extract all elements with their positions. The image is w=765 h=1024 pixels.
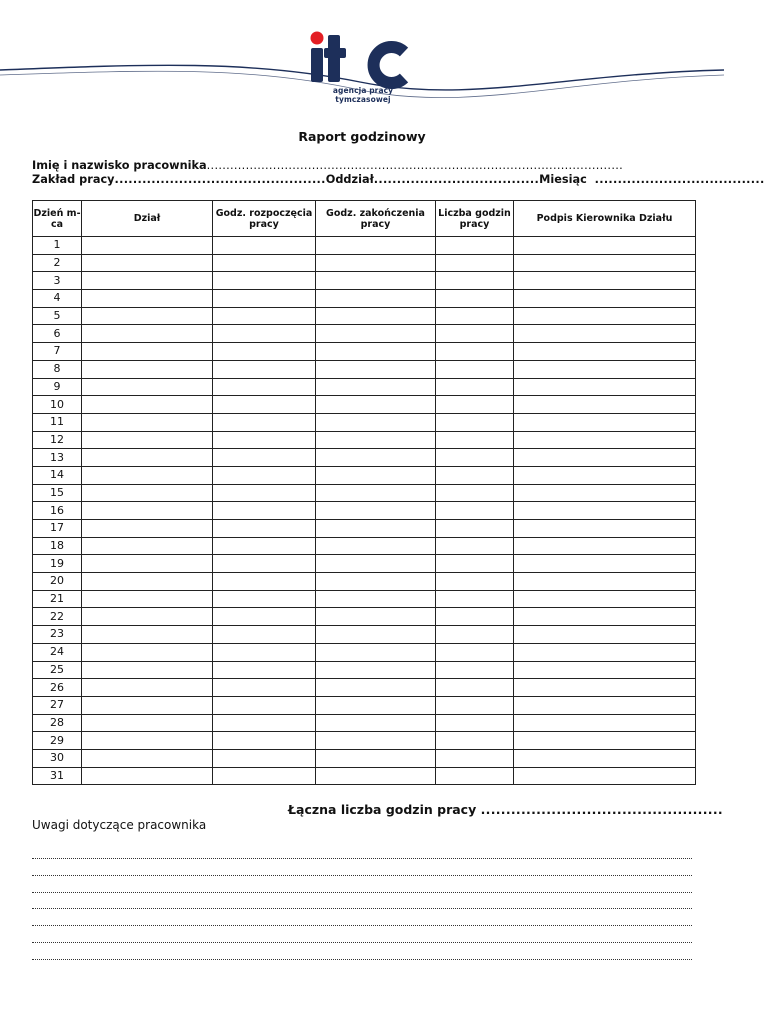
remark-line[interactable] <box>32 942 692 943</box>
department-cell[interactable] <box>82 484 213 502</box>
start-time-cell[interactable] <box>213 696 316 714</box>
start-time-cell[interactable] <box>213 254 316 272</box>
start-time-cell[interactable] <box>213 343 316 361</box>
table-row <box>33 714 696 732</box>
table-row <box>33 466 696 484</box>
workplace-label: Zakład pracy <box>32 173 115 186</box>
start-time-cell[interactable] <box>213 272 316 290</box>
month-field[interactable]: ..................................... <box>594 173 765 186</box>
table-row <box>33 378 696 396</box>
department-cell[interactable] <box>82 679 213 697</box>
employee-field-line <box>32 159 623 172</box>
header-signature: Podpis Kierownika Działu <box>514 201 696 237</box>
end-time-cell[interactable] <box>316 413 436 431</box>
header-hours: Liczba godzin pracy <box>436 201 514 237</box>
start-time-cell[interactable] <box>213 502 316 520</box>
table-header-row <box>33 201 696 237</box>
signature-cell[interactable] <box>514 590 696 608</box>
end-time-cell[interactable] <box>316 431 436 449</box>
end-time-cell[interactable] <box>316 237 436 255</box>
department-cell[interactable] <box>82 325 213 343</box>
department-cell[interactable] <box>82 767 213 785</box>
signature-cell[interactable] <box>514 290 696 308</box>
table-row <box>33 573 696 591</box>
page-title: Raport godzinowy <box>298 129 426 144</box>
day-cell: 7 <box>33 343 82 361</box>
day-cell: 11 <box>33 413 82 431</box>
hours-cell[interactable] <box>436 661 514 679</box>
hours-cell[interactable] <box>436 679 514 697</box>
table-row <box>33 537 696 555</box>
department-cell[interactable] <box>82 360 213 378</box>
signature-cell[interactable] <box>514 396 696 414</box>
start-time-cell[interactable] <box>213 520 316 538</box>
remark-line[interactable] <box>32 892 692 893</box>
table-row <box>33 520 696 538</box>
start-time-cell[interactable] <box>213 307 316 325</box>
signature-cell[interactable] <box>514 343 696 361</box>
department-label: Oddział <box>325 173 374 186</box>
start-time-cell[interactable] <box>213 590 316 608</box>
day-cell: 3 <box>33 272 82 290</box>
end-time-cell[interactable] <box>316 679 436 697</box>
end-time-cell[interactable] <box>316 537 436 555</box>
start-time-cell[interactable] <box>213 714 316 732</box>
day-cell: 23 <box>33 626 82 644</box>
department-cell[interactable] <box>82 714 213 732</box>
department-cell[interactable] <box>82 254 213 272</box>
end-time-cell[interactable] <box>316 254 436 272</box>
signature-cell[interactable] <box>514 520 696 538</box>
signature-cell[interactable] <box>514 237 696 255</box>
department-cell[interactable] <box>82 590 213 608</box>
remarks-label: Uwagi dotyczące pracownika <box>32 818 207 832</box>
employee-label: Imię i nazwisko pracownika <box>32 159 207 172</box>
day-cell: 27 <box>33 696 82 714</box>
end-time-cell[interactable] <box>316 272 436 290</box>
hours-cell[interactable] <box>436 749 514 767</box>
table-row <box>33 679 696 697</box>
signature-cell[interactable] <box>514 254 696 272</box>
table-row <box>33 661 696 679</box>
table-row <box>33 325 696 343</box>
signature-cell[interactable] <box>514 413 696 431</box>
end-time-cell[interactable] <box>316 661 436 679</box>
end-time-cell[interactable] <box>316 749 436 767</box>
total-hours-field[interactable]: ................................................ <box>480 802 723 817</box>
department-cell[interactable] <box>82 732 213 750</box>
signature-cell[interactable] <box>514 449 696 467</box>
day-cell: 10 <box>33 396 82 414</box>
start-time-cell[interactable] <box>213 537 316 555</box>
table-row <box>33 360 696 378</box>
department-cell[interactable] <box>82 449 213 467</box>
hours-cell[interactable] <box>436 466 514 484</box>
signature-cell[interactable] <box>514 431 696 449</box>
department-cell[interactable] <box>82 661 213 679</box>
table-row <box>33 643 696 661</box>
end-time-cell[interactable] <box>316 307 436 325</box>
end-time-cell[interactable] <box>316 590 436 608</box>
header-end-time: Godz. zakończenia pracy <box>316 201 436 237</box>
hours-cell[interactable] <box>436 396 514 414</box>
department-cell[interactable] <box>82 290 213 308</box>
signature-cell[interactable] <box>514 484 696 502</box>
table-row <box>33 343 696 361</box>
day-cell: 26 <box>33 679 82 697</box>
start-time-cell[interactable] <box>213 484 316 502</box>
end-time-cell[interactable] <box>316 573 436 591</box>
start-time-cell[interactable] <box>213 749 316 767</box>
end-time-cell[interactable] <box>316 484 436 502</box>
hours-cell[interactable] <box>436 643 514 661</box>
end-time-cell[interactable] <box>316 325 436 343</box>
hours-cell[interactable] <box>436 573 514 591</box>
signature-cell[interactable] <box>514 307 696 325</box>
department-field[interactable]: .................................... <box>373 173 540 186</box>
hours-cell[interactable] <box>436 484 514 502</box>
signature-cell[interactable] <box>514 325 696 343</box>
start-time-cell[interactable] <box>213 431 316 449</box>
end-time-cell[interactable] <box>316 626 436 644</box>
department-cell[interactable] <box>82 378 213 396</box>
workplace-field-line <box>32 173 765 186</box>
department-cell[interactable] <box>82 749 213 767</box>
day-cell: 30 <box>33 749 82 767</box>
start-time-cell[interactable] <box>213 626 316 644</box>
end-time-cell[interactable] <box>316 360 436 378</box>
start-time-cell[interactable] <box>213 732 316 750</box>
day-cell: 21 <box>33 590 82 608</box>
table-row <box>33 626 696 644</box>
department-cell[interactable] <box>82 237 213 255</box>
day-cell: 8 <box>33 360 82 378</box>
header-department: Dział <box>82 201 213 237</box>
end-time-cell[interactable] <box>316 520 436 538</box>
signature-cell[interactable] <box>514 732 696 750</box>
end-time-cell[interactable] <box>316 396 436 414</box>
start-time-cell[interactable] <box>213 608 316 626</box>
end-time-cell[interactable] <box>316 466 436 484</box>
end-time-cell[interactable] <box>316 643 436 661</box>
day-cell: 19 <box>33 555 82 573</box>
department-cell[interactable] <box>82 466 213 484</box>
table-body <box>33 237 696 785</box>
table-row <box>33 767 696 785</box>
start-time-cell[interactable] <box>213 449 316 467</box>
start-time-cell[interactable] <box>213 555 316 573</box>
hours-cell[interactable] <box>436 520 514 538</box>
start-time-cell[interactable] <box>213 325 316 343</box>
hours-cell[interactable] <box>436 237 514 255</box>
remark-line[interactable] <box>32 959 692 960</box>
table-row <box>33 696 696 714</box>
hours-cell[interactable] <box>436 413 514 431</box>
end-time-cell[interactable] <box>316 696 436 714</box>
signature-cell[interactable] <box>514 696 696 714</box>
table-row <box>33 290 696 308</box>
hours-cell[interactable] <box>436 378 514 396</box>
end-time-cell[interactable] <box>316 343 436 361</box>
day-cell: 2 <box>33 254 82 272</box>
remark-line[interactable] <box>32 875 692 876</box>
logo-tagline: agencja pracy tymczasowej <box>332 86 394 104</box>
day-cell: 18 <box>33 537 82 555</box>
hours-cell[interactable] <box>436 307 514 325</box>
table-row <box>33 396 696 414</box>
header-day: Dzień m-ca <box>33 201 82 237</box>
hours-cell[interactable] <box>436 431 514 449</box>
department-cell[interactable] <box>82 537 213 555</box>
hours-cell[interactable] <box>436 325 514 343</box>
day-cell: 13 <box>33 449 82 467</box>
department-cell[interactable] <box>82 502 213 520</box>
end-time-cell[interactable] <box>316 608 436 626</box>
day-cell: 25 <box>33 661 82 679</box>
signature-cell[interactable] <box>514 378 696 396</box>
day-cell: 14 <box>33 466 82 484</box>
total-hours-line <box>288 802 723 817</box>
hours-cell[interactable] <box>436 537 514 555</box>
day-cell: 17 <box>33 520 82 538</box>
signature-cell[interactable] <box>514 679 696 697</box>
day-cell: 6 <box>33 325 82 343</box>
table-row <box>33 749 696 767</box>
signature-cell[interactable] <box>514 749 696 767</box>
month-label: Miesiąc <box>539 173 587 186</box>
signature-cell[interactable] <box>514 573 696 591</box>
day-cell: 1 <box>33 237 82 255</box>
signature-cell[interactable] <box>514 537 696 555</box>
start-time-cell[interactable] <box>213 643 316 661</box>
day-cell: 31 <box>33 767 82 785</box>
day-cell: 12 <box>33 431 82 449</box>
employee-field[interactable]: ........................................................................................................... <box>206 159 623 172</box>
signature-cell[interactable] <box>514 643 696 661</box>
end-time-cell[interactable] <box>316 555 436 573</box>
table-row <box>33 431 696 449</box>
hours-table <box>32 200 696 785</box>
hours-cell[interactable] <box>436 608 514 626</box>
hours-cell[interactable] <box>436 767 514 785</box>
start-time-cell[interactable] <box>213 237 316 255</box>
department-cell[interactable] <box>82 643 213 661</box>
hours-cell[interactable] <box>436 360 514 378</box>
start-time-cell[interactable] <box>213 378 316 396</box>
day-cell: 15 <box>33 484 82 502</box>
start-time-cell[interactable] <box>213 466 316 484</box>
department-cell[interactable] <box>82 272 213 290</box>
hours-cell[interactable] <box>436 714 514 732</box>
hours-cell[interactable] <box>436 254 514 272</box>
signature-cell[interactable] <box>514 767 696 785</box>
hours-cell[interactable] <box>436 502 514 520</box>
end-time-cell[interactable] <box>316 502 436 520</box>
total-hours-label: Łączna liczba godzin pracy <box>288 802 477 817</box>
signature-cell[interactable] <box>514 661 696 679</box>
hours-cell[interactable] <box>436 626 514 644</box>
hours-cell[interactable] <box>436 272 514 290</box>
table-row <box>33 732 696 750</box>
table-row <box>33 608 696 626</box>
signature-cell[interactable] <box>514 555 696 573</box>
table-row <box>33 413 696 431</box>
day-cell: 20 <box>33 573 82 591</box>
department-cell[interactable] <box>82 343 213 361</box>
department-cell[interactable] <box>82 396 213 414</box>
end-time-cell[interactable] <box>316 732 436 750</box>
hours-cell[interactable] <box>436 449 514 467</box>
signature-cell[interactable] <box>514 272 696 290</box>
end-time-cell[interactable] <box>316 767 436 785</box>
header-start-time: Godz. rozpoczęcia pracy <box>213 201 316 237</box>
day-cell: 4 <box>33 290 82 308</box>
day-cell: 22 <box>33 608 82 626</box>
signature-cell[interactable] <box>514 608 696 626</box>
table-row <box>33 484 696 502</box>
table-row <box>33 307 696 325</box>
hours-cell[interactable] <box>436 555 514 573</box>
end-time-cell[interactable] <box>316 290 436 308</box>
remark-line[interactable] <box>32 908 692 909</box>
table-row <box>33 449 696 467</box>
department-cell[interactable] <box>82 520 213 538</box>
start-time-cell[interactable] <box>213 396 316 414</box>
department-cell[interactable] <box>82 413 213 431</box>
hours-cell[interactable] <box>436 590 514 608</box>
hours-cell[interactable] <box>436 696 514 714</box>
end-time-cell[interactable] <box>316 378 436 396</box>
workplace-field[interactable]: .............................................. <box>114 173 326 186</box>
end-time-cell[interactable] <box>316 714 436 732</box>
day-cell: 24 <box>33 643 82 661</box>
department-cell[interactable] <box>82 431 213 449</box>
remark-line[interactable] <box>32 858 692 859</box>
table-row <box>33 272 696 290</box>
table-row <box>33 237 696 255</box>
start-time-cell[interactable] <box>213 679 316 697</box>
table-row <box>33 502 696 520</box>
table-row <box>33 590 696 608</box>
start-time-cell[interactable] <box>213 573 316 591</box>
start-time-cell[interactable] <box>213 413 316 431</box>
start-time-cell[interactable] <box>213 767 316 785</box>
signature-cell[interactable] <box>514 502 696 520</box>
day-cell: 5 <box>33 307 82 325</box>
signature-cell[interactable] <box>514 714 696 732</box>
day-cell: 29 <box>33 732 82 750</box>
start-time-cell[interactable] <box>213 360 316 378</box>
hours-cell[interactable] <box>436 343 514 361</box>
end-time-cell[interactable] <box>316 449 436 467</box>
department-cell[interactable] <box>82 573 213 591</box>
department-cell[interactable] <box>82 696 213 714</box>
hours-cell[interactable] <box>436 732 514 750</box>
remark-line[interactable] <box>32 925 692 926</box>
signature-cell[interactable] <box>514 360 696 378</box>
signature-cell[interactable] <box>514 466 696 484</box>
department-cell[interactable] <box>82 555 213 573</box>
day-cell: 16 <box>33 502 82 520</box>
table-row <box>33 254 696 272</box>
department-cell[interactable] <box>82 626 213 644</box>
signature-cell[interactable] <box>514 626 696 644</box>
start-time-cell[interactable] <box>213 661 316 679</box>
start-time-cell[interactable] <box>213 290 316 308</box>
day-cell: 9 <box>33 378 82 396</box>
department-cell[interactable] <box>82 608 213 626</box>
hours-cell[interactable] <box>436 290 514 308</box>
department-cell[interactable] <box>82 307 213 325</box>
table-row <box>33 555 696 573</box>
day-cell: 28 <box>33 714 82 732</box>
